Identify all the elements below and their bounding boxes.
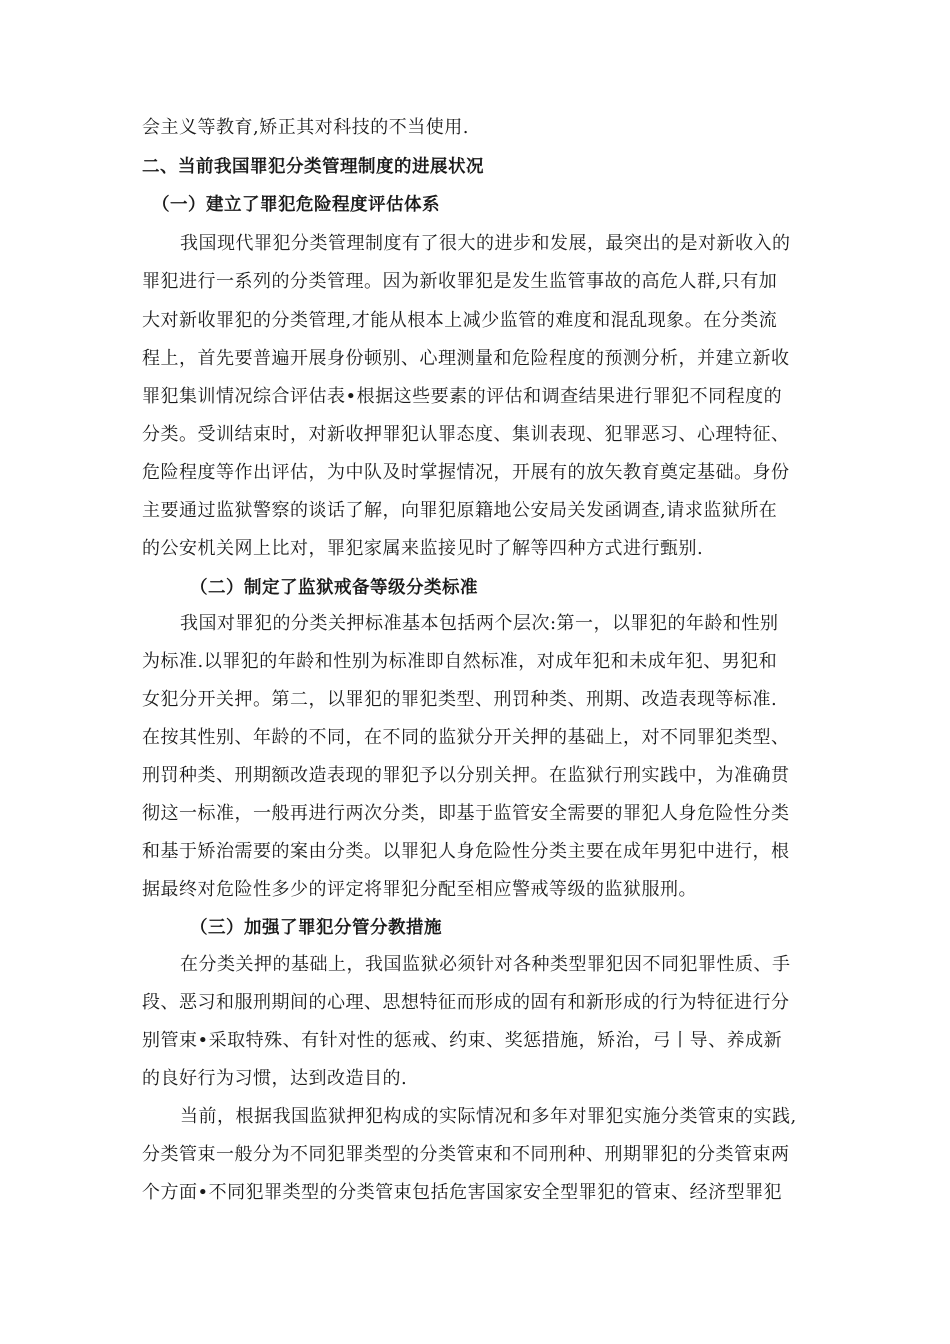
- paragraph-first-line: 我国对罪犯的分类关押标准基本包括两个层次:第一，以罪犯的年龄和性别: [180, 613, 779, 634]
- body-text-line: 在按其性别、年龄的不同，在不同的监狱分开关押的基础上，对不同罪犯类型、: [142, 727, 790, 748]
- body-text-line: 罪犯集训情况综合评估表•根据这些要素的评估和调查结果进行罪犯不同程度的: [142, 386, 783, 407]
- body-text-line: 彻这一标准，一般再进行两次分类，即基于监管安全需要的罪犯人身危险性分类: [142, 803, 790, 824]
- body-text-line: 女犯分开关押。第二，以罪犯的罪犯类型、刑罚种类、刑期、改造表现等标准.: [142, 689, 778, 710]
- section-heading: 二、当前我国罪犯分类管理制度的进展状况: [142, 157, 484, 177]
- body-text-line: 据最终对危险性多少的评定将罪犯分配至相应警戒等级的监狱服刑。: [142, 879, 697, 900]
- body-text-line: 别管束•采取特殊、有针对性的惩戒、约束、奖惩措施，矫治，弓丨导、养成新: [142, 1030, 783, 1051]
- body-text-line: 的公安机关网上比对，罪犯家属来监接见时了解等四种方式进行甄别.: [142, 538, 704, 559]
- body-text-line: 为标准.以罪犯的年龄和性别为标准即自然标准，对成年犯和未成年犯、男犯和: [142, 651, 778, 672]
- body-text-line: 危险程度等作出评估，为中队及时掌握情况，开展有的放矢教育奠定基础。身份: [142, 462, 790, 483]
- body-text-line: 和基于矫治需要的案由分类。以罪犯人身危险性分类主要在成年男犯中进行，根: [142, 841, 790, 862]
- body-text-line: 分类。受训结束时，对新收押罪犯认罪态度、集训表现、犯罪恶习、心理特征、: [142, 424, 790, 445]
- body-text-line: 的良好行为习惯，达到改造目的.: [142, 1068, 408, 1089]
- body-text-line: 大对新收罪犯的分类管理,才能从根本上减少监管的难度和混乱现象。在分类流: [142, 310, 778, 331]
- body-text-line: 罪犯进行一系列的分类管理。因为新收罪犯是发生监管事故的高危人群,只有加: [142, 271, 778, 292]
- body-text-line: 主要通过监狱警察的谈话了解，向罪犯原籍地公安局关发函调查,请求监狱所在: [142, 500, 778, 521]
- paragraph-first-line: 我国现代罪犯分类管理制度有了很大的进步和发展，最突出的是对新收入的: [180, 233, 791, 254]
- body-text-line: 刑罚种类、刑期额改造表现的罪犯予以分别关押。在监狱行刑实践中，为准确贯: [142, 765, 790, 786]
- body-text-line: 分类管束一般分为不同犯罪类型的分类管束和不同刑种、刑期罪犯的分类管束两: [142, 1144, 790, 1165]
- body-text-line: 段、恶习和服刑期间的心理、思想特征而形成的固有和新形成的行为特征进行分: [142, 992, 790, 1013]
- paragraph-first-line: 当前，根据我国监狱押犯构成的实际情况和多年对罪犯实施分类管束的实践,: [180, 1106, 797, 1127]
- subsection-heading: （三）加强了罪犯分管分教措施: [190, 918, 442, 938]
- paragraph-first-line: 在分类关押的基础上，我国监狱必须针对各种类型罪犯因不同犯罪性质、手: [180, 954, 791, 975]
- subsection-heading: （二）制定了监狱戒备等级分类标准: [190, 578, 478, 598]
- body-text-line: 个方面•不同犯罪类型的分类管束包括危害国家安全型罪犯的管束、经济型罪犯: [142, 1182, 783, 1203]
- body-text-line: 会主义等教育,矫正其对科技的不当使用.: [142, 117, 469, 138]
- body-text-line: 程上，首先要普遍开展身份顿别、心理测量和危险程度的预测分析，并建立新收: [142, 348, 790, 369]
- subsection-heading: （一）建立了罪犯危险程度评估体系: [152, 195, 440, 215]
